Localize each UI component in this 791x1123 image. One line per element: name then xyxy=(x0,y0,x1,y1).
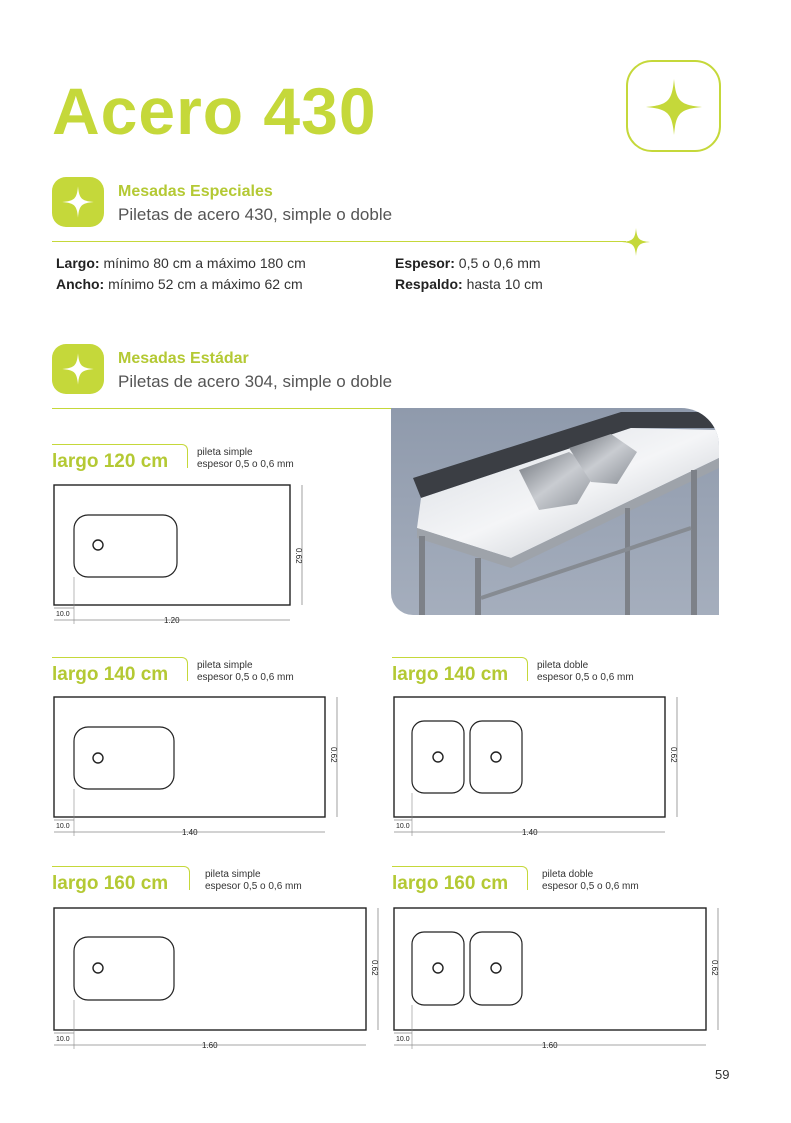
length-dim: 1.60 xyxy=(542,1041,558,1050)
length-dim: 1.20 xyxy=(164,616,180,625)
sparkle-icon xyxy=(60,184,96,220)
product-140-simple-label: largo 140 cm xyxy=(52,664,169,685)
product-160-doble-label: largo 160 cm xyxy=(392,873,509,894)
label-frame xyxy=(52,444,188,468)
section-especiales-title: Mesadas Especiales xyxy=(118,183,273,200)
section-estandar-subtitle: Piletas de acero 304, simple o doble xyxy=(118,372,393,391)
width-dim: 0.62 xyxy=(710,960,719,976)
product-140-doble-label: largo 140 cm xyxy=(392,664,509,685)
product-photo xyxy=(391,408,719,615)
spec-espesor: Espesor: 0,5 o 0,6 mm xyxy=(395,255,541,271)
divider-line xyxy=(52,408,392,409)
product-160-simple-meta: pileta simple espesor 0,5 o 0,6 mm xyxy=(205,869,302,892)
label-frame xyxy=(52,657,188,681)
section-estandar-title: Mesadas Estádar xyxy=(118,350,249,367)
spec-respaldo: Respaldo: hasta 10 cm xyxy=(395,276,543,292)
product-140-doble-meta: pileta doble espesor 0,5 o 0,6 mm xyxy=(537,660,634,683)
length-dim: 1.40 xyxy=(522,828,538,837)
backsplash-dim: 10.0 xyxy=(396,1036,410,1043)
sparkle-icon xyxy=(642,75,706,139)
backsplash-dim: 10.0 xyxy=(56,611,70,618)
backsplash-dim: 10.0 xyxy=(56,823,70,830)
width-dim: 0.62 xyxy=(669,747,678,763)
section-estandar-icon xyxy=(52,344,104,394)
product-160-doble-meta: pileta doble espesor 0,5 o 0,6 mm xyxy=(542,869,639,892)
product-120-label: largo 120 cm xyxy=(52,451,169,472)
sparkle-badge xyxy=(626,60,721,152)
length-dim: 1.60 xyxy=(202,1041,218,1050)
length-dim: 1.40 xyxy=(182,828,198,837)
product-160-simple-plan xyxy=(52,903,392,1053)
spec-largo: Largo: mínimo 80 cm a máximo 180 cm xyxy=(56,255,306,271)
sparkle-icon xyxy=(60,351,96,387)
width-dim: 0.62 xyxy=(294,548,303,564)
section-especiales-icon xyxy=(52,177,104,227)
page-title: Acero 430 xyxy=(52,74,377,148)
product-140-simple-plan xyxy=(52,692,352,842)
product-140-doble-plan xyxy=(392,692,692,842)
backsplash-dim: 10.0 xyxy=(396,823,410,830)
sparkle-icon xyxy=(620,226,652,258)
product-140-simple-meta: pileta simple espesor 0,5 o 0,6 mm xyxy=(197,660,294,683)
product-160-simple-label: largo 160 cm xyxy=(52,873,169,894)
label-frame xyxy=(392,866,528,890)
width-dim: 0.62 xyxy=(329,747,338,763)
label-frame xyxy=(52,866,190,890)
product-120-plan xyxy=(52,480,312,630)
label-frame xyxy=(392,657,528,681)
product-160-doble-plan xyxy=(392,903,732,1053)
section-especiales-subtitle: Piletas de acero 430, simple o doble xyxy=(118,205,393,224)
backsplash-dim: 10.0 xyxy=(56,1036,70,1043)
product-120-meta: pileta simple espesor 0,5 o 0,6 mm xyxy=(197,447,294,470)
spec-ancho: Ancho: mínimo 52 cm a máximo 62 cm xyxy=(56,276,303,292)
divider-line xyxy=(52,241,626,242)
width-dim: 0.62 xyxy=(370,960,379,976)
page-number: 59 xyxy=(715,1067,730,1082)
